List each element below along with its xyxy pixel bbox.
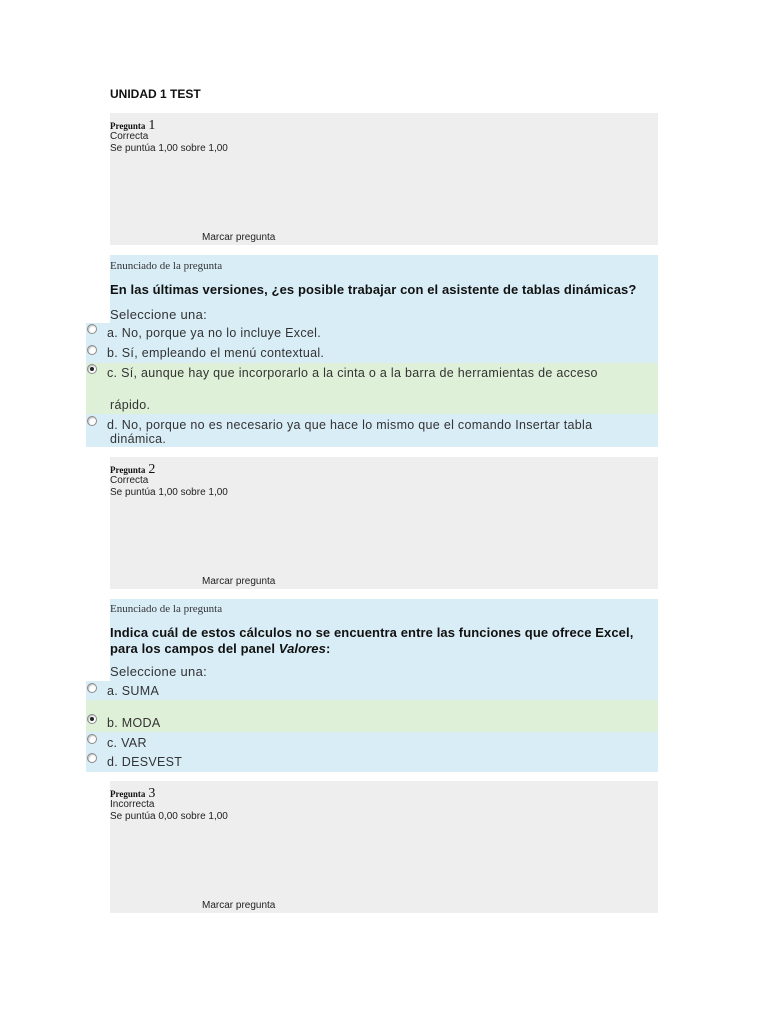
radio-option-1c[interactable] [87,364,97,374]
document-title: UNIDAD 1 TEST [110,87,201,101]
question-info-2 [110,457,658,589]
radio-option-1b[interactable] [87,345,97,355]
question-number-value: 2 [148,462,156,477]
question-text-2-end: : [325,641,331,656]
statement-label-2: Enunciado de la pregunta [110,603,223,615]
question-word: Pregunta [110,789,146,799]
flag-question-link-1[interactable]: Marcar pregunta [202,232,276,243]
statement-label-1: Enunciado de la pregunta [110,260,223,272]
question-text-2-line2: para los campos del panel [110,641,279,656]
question-text-1: En las últimas versiones, ¿es posible trabajar con el asistente de tablas dinámicas? [110,282,637,297]
question-status-1: Correcta [110,131,149,142]
option-1c-continued: rápido. [110,398,151,412]
select-label-1: Seleccione una: [110,307,208,322]
question-text-2-line1: Indica cuál de estos cálculos no se encuentra entre las funciones que ofrece Excel, [110,625,634,640]
radio-option-2d[interactable] [87,753,97,763]
question-word: Pregunta [110,121,146,131]
question-info-1 [110,113,658,245]
question-info-3 [110,781,658,913]
radio-option-2b[interactable] [87,714,97,724]
option-band-2a [86,681,658,700]
radio-option-1a[interactable] [87,324,97,334]
option-1a[interactable]: a. No, porque ya no lo incluye Excel. [107,326,321,340]
question-status-2: Correcta [110,475,149,486]
question-word: Pregunta [110,465,146,475]
radio-option-1d[interactable] [87,416,97,426]
question-text-2-emph: Valores [278,641,326,656]
option-1d-continued: dinámica. [110,432,167,446]
question-number-value: 3 [148,786,156,801]
question-score-1: Se puntúa 1,00 sobre 1,00 [110,143,228,154]
question-text-2 [110,625,633,657]
question-score-3: Se puntúa 0,00 sobre 1,00 [110,811,228,822]
option-2a[interactable]: a. SUMA [107,684,160,698]
option-1b[interactable]: b. Sí, empleando el menú contextual. [107,346,325,360]
option-1d[interactable]: d. No, porque no es necesario ya que hace lo mismo que el comando Insertar tabla [107,418,593,432]
radio-option-2c[interactable] [87,734,97,744]
question-score-2: Se puntúa 1,00 sobre 1,00 [110,487,228,498]
question-body-2 [110,599,658,681]
option-2d[interactable]: d. DESVEST [107,755,183,769]
flag-question-link-3[interactable]: Marcar pregunta [202,900,276,911]
question-status-3: Incorrecta [110,799,155,810]
option-2c[interactable]: c. VAR [107,736,147,750]
flag-question-link-2[interactable]: Marcar pregunta [202,576,276,587]
select-label-2: Seleccione una: [110,664,208,679]
option-selected-band-2b [86,700,658,732]
option-2b[interactable]: b. MODA [107,716,161,730]
question-number-value: 1 [148,118,156,133]
radio-option-2a[interactable] [87,683,97,693]
option-1c[interactable]: c. Sí, aunque hay que incorporarlo a la cinta o a la barra de herramientas de acceso [107,366,598,380]
